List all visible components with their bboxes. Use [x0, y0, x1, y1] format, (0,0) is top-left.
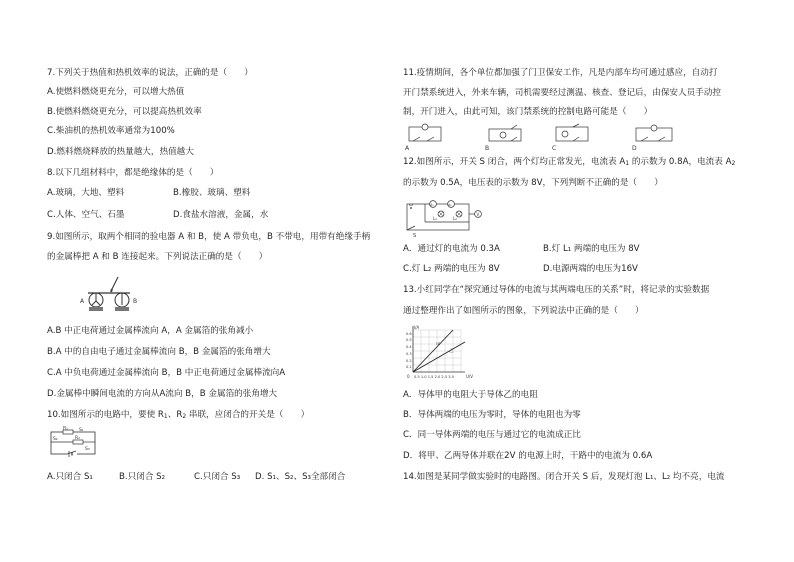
q10-label-r2: R₂: [75, 436, 80, 441]
q9-option-c: C.A 中负电荷通过金属棒流向 B，B 中正电荷通过金属棒流向A: [47, 368, 286, 378]
q12-circuit-figure: [403, 196, 487, 238]
q13-ytick-0: 0.6: [406, 332, 412, 336]
q10-option-b: B.只闭合 S₂: [119, 472, 166, 482]
q10-label-s2: S₂: [53, 437, 58, 442]
q11-circuit-c: [552, 124, 588, 152]
q13-ytick-4: 0.2: [406, 359, 412, 363]
q10-circuit-figure: [49, 428, 97, 458]
q13-label-jia: 甲: [436, 343, 441, 348]
q7-stem: 7.下列关于热值和热机效率的说法，正确的是（ ）: [47, 68, 253, 78]
q10-option-d: D. S₁、S₂、S₃全部闭合: [255, 472, 346, 482]
q10-label-r1: R₁: [63, 426, 68, 432]
q11-circuit-b: [485, 125, 521, 152]
q7-option-a: A.使燃料燃烧更充分，可以增大热值: [47, 87, 185, 97]
q12-line2: 的示数为 0.5A，电压表的示数为 8V，下列判断不正确的是（ ）: [403, 178, 663, 188]
q13-graph-grid: [413, 330, 461, 372]
q12-line1: 12.如图所示，开关 S 闭合，两个灯均正常发光，电流表 $A_1$ 的示数为 0.8A，电流表 $A_2$: [403, 157, 736, 167]
q8-option-b: B.橡胶、玻璃、塑料: [173, 188, 251, 198]
q10-label-s1: S₁: [79, 428, 84, 433]
q11-choice-a: A: [405, 145, 410, 152]
q13-origin: 0: [407, 374, 410, 379]
electroscope-label-b: B: [133, 298, 138, 305]
q13-xlabel: U/V: [466, 374, 474, 379]
q12-option-a: A．通过灯的电流为 0.3A: [403, 244, 500, 254]
q12-option-b: B.灯 L₁ 两端的电压为 8V: [543, 244, 640, 254]
q11-circuit-a: [405, 124, 441, 152]
q7-option-b: B.使燃料燃烧更充分，可以提高热机效率: [47, 107, 202, 117]
q12-label-s: S: [413, 233, 417, 239]
q13-xticks: 0.5 1.0 1.5 2.0 2.5 3.0: [414, 375, 455, 379]
q13-ytick-5: 0.1: [406, 365, 412, 369]
q13-ytick-2: 0.4: [406, 345, 412, 349]
q13-label-yi: 乙: [449, 349, 454, 354]
q13-option-a: A．导体甲的电阻大于导体乙的电阻: [403, 390, 538, 400]
q13-ytick-1: 0.5: [406, 338, 412, 342]
q7-option-c: C.柴油机的热机效率通常为100%: [47, 126, 175, 136]
q9-option-d: D.金属棒中瞬间电流的方向从A流向 B，B 金属箔的张角增大: [47, 389, 278, 399]
q13-option-c: C．同一导体两端的电压与通过它的电流成正比: [403, 430, 581, 440]
q12-option-d: D.电源两端的电压为16V: [543, 264, 638, 274]
q13-line1: 13.小红同学在“探究通过导体的电流与其两端电压的关系”时，将记录的实验数据: [403, 285, 710, 295]
q14-stem: 14.如图是某同学做实验时的电路图。闭合开关 S 后，发现灯泡 L₁、L₂ 均不亮，电流: [403, 472, 725, 482]
q11-circuit-choices: [403, 124, 703, 152]
q12-label-v: V: [476, 212, 480, 217]
q13-graph: [403, 322, 479, 382]
q8-option-d: D.食盐水溶液，金属，水: [173, 210, 269, 220]
q9-stem-line2: 的金属棒把 A 和 B 连接起来。下列说法正确的是（ ）: [47, 252, 268, 262]
q13-line2: 通过整理作出了如图所示的图象，下列说法中正确的是（ ）: [403, 306, 644, 316]
q8-option-c: C.人体、空气、石墨: [47, 210, 125, 220]
q9-option-b: B.A 中的自由电子通过金属棒流向 B，B 金属箔的张角增大: [47, 347, 271, 357]
q9-option-a: A.B 中正电荷通过金属棒流向 A，A 金属箔的张角减小: [47, 326, 254, 336]
q13-ylabel: I/A: [414, 325, 420, 330]
q10-label-s3: S₃: [85, 447, 90, 452]
q12-label-l2: L₂: [453, 216, 457, 221]
q11-choice-c: C: [552, 145, 557, 152]
q12-label-l1: L₁: [433, 216, 437, 221]
q13-option-b: B．导体两端的电压为零时，导体的电阻也为零: [403, 410, 581, 420]
q10-option-a: A.只闭合 S₁: [47, 472, 93, 482]
q11-choice-b: B: [485, 145, 490, 152]
q13-ytick-3: 0.3: [406, 352, 412, 356]
q8-stem: 8.以下几组材料中，都是绝缘体的是（ ）: [47, 168, 219, 178]
q12-label-a2: A₂: [448, 203, 452, 207]
q10-option-c: C.只闭合 S₃: [194, 472, 241, 482]
q11-circuit-d: [632, 125, 672, 152]
q9-stem-line1: 9.如图所示，取两个相同的验电器 A 和 B，使 A 带负电，B 不带电，用带有绝缘手柄: [47, 232, 371, 242]
q12-label-a1: A₁: [430, 203, 434, 207]
q11-choice-d: D: [632, 145, 637, 152]
electroscope-label-a: A: [80, 298, 85, 305]
q10-stem: 10.如图所示的电路中，要使 $R_1$、$R_2$ 串联，应闭合的开关是（ ）: [47, 410, 310, 420]
q12-option-c: C.灯 L₂ 两端的电压为 8V: [403, 264, 500, 274]
electroscope-figure: [78, 275, 140, 319]
q11-line2: 开门禁系统进入，外来车辆，司机需要经过测温、核查、登记后，由保安人员手动控: [403, 88, 721, 98]
q13-option-d: D．将甲、乙两导体并联在2V 的电源上时，干路中的电流为 0.6A: [403, 451, 653, 461]
q8-option-a: A.玻璃，大地、塑料: [47, 188, 125, 198]
q11-line3: 制，开门进入，由此可知，该门禁系统的控制电路可能是（ ）: [403, 107, 653, 117]
q11-line1: 11.疫情期间，各个单位都加强了门卫保安工作，凡是内部车均可通过感应，自动打: [403, 68, 718, 78]
q7-option-d: D.燃料燃烧释放的热量越大，热值越大: [47, 147, 194, 157]
